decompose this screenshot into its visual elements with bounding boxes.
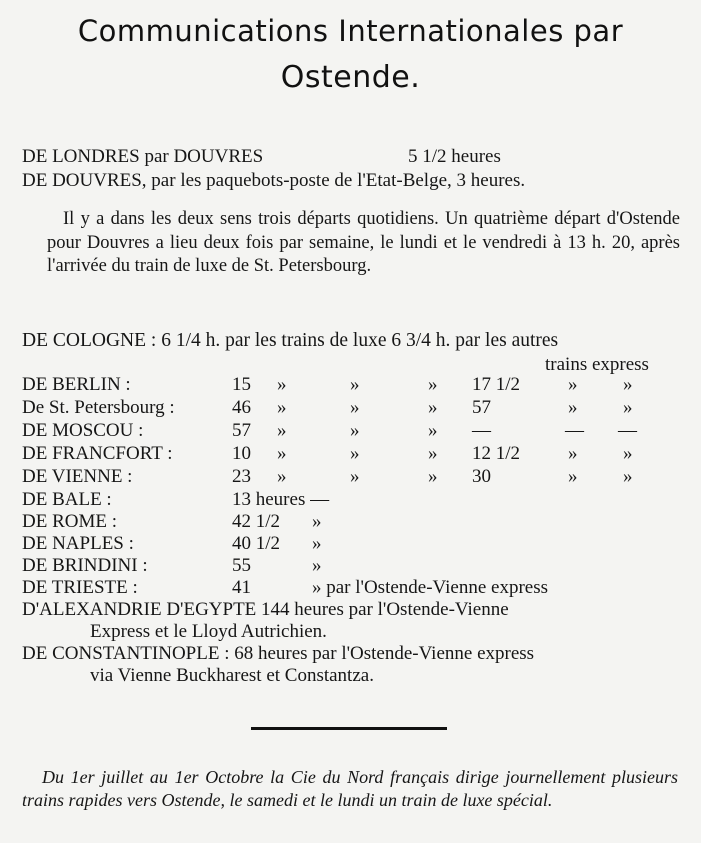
route-city: DE VIENNE : xyxy=(22,466,133,487)
footer-note xyxy=(22,766,678,812)
constantinople-line: DE CONSTANTINOPLE : 68 heures par l'Ostende-Vienne express xyxy=(22,643,535,664)
route-luxe-time: 46 xyxy=(232,397,251,418)
ditto-mark: » xyxy=(428,443,438,464)
route-time: 13 heures — xyxy=(232,489,330,510)
cologne-line-2: trains express xyxy=(545,354,649,375)
trieste-time: 41 xyxy=(232,577,251,598)
ditto-mark: » xyxy=(312,511,322,532)
route-city: DE FRANCFORT : xyxy=(22,443,173,464)
ditto-mark: » xyxy=(350,397,360,418)
ditto-mark: » xyxy=(568,374,578,395)
ditto-mark: » xyxy=(277,466,287,487)
ditto-mark: » xyxy=(277,443,287,464)
route-express-time: 30 xyxy=(472,466,491,487)
departures-paragraph: Il y a dans les deux sens trois départs quotidiens. Un quatrième départ d'Ostende pour Douvres a lieu deux fois par semaine, le lundi et le vendredi à 13 h. 20, après l'arrivée du train de luxe de St. Petersbourg. xyxy=(47,209,680,276)
londres-label: DE LONDRES par DOUVRES xyxy=(22,146,264,167)
ditto-mark: » xyxy=(428,374,438,395)
douvres-line: DE DOUVRES, par les paquebots-poste de l'Etat-Belge, 3 heures. xyxy=(22,170,526,191)
ditto-mark: » xyxy=(568,443,578,464)
route-express-time: 12 1/2 xyxy=(472,443,521,464)
route-city: DE MOSCOU : xyxy=(22,420,144,441)
page-title-line-2: Ostende. xyxy=(280,60,421,95)
cologne-line: DE COLOGNE : 6 1/4 h. par les trains de luxe 6 3/4 h. par les autres xyxy=(22,330,559,351)
ditto-mark: » xyxy=(350,443,360,464)
ditto-mark: » xyxy=(350,374,360,395)
ditto-mark: » xyxy=(428,420,438,441)
ditto-mark: » xyxy=(623,374,633,395)
ditto-mark: » xyxy=(277,420,287,441)
ditto-mark: » xyxy=(277,374,287,395)
route-time: 42 1/2 xyxy=(232,511,281,532)
route-time: 55 xyxy=(232,555,251,576)
route-express-time: 17 1/2 xyxy=(472,374,521,395)
ditto-mark: » xyxy=(277,397,287,418)
route-luxe-time: 57 xyxy=(232,420,251,441)
trieste-rest: » par l'Ostende-Vienne express xyxy=(312,577,549,598)
ditto-mark: — xyxy=(618,420,637,441)
route-city: DE BRINDINI : xyxy=(22,555,148,576)
alexandrie-line-2: Express et le Lloyd Autrichien. xyxy=(90,621,327,642)
route-time: 40 1/2 xyxy=(232,533,281,554)
ditto-mark: » xyxy=(312,555,322,576)
route-city: DE BALE : xyxy=(22,489,112,510)
route-express-time: — xyxy=(472,420,491,441)
ditto-mark: » xyxy=(568,397,578,418)
constantinople-line-2: via Vienne Buckharest et Constantza. xyxy=(90,665,374,686)
ditto-mark: » xyxy=(428,397,438,418)
ditto-mark: » xyxy=(623,466,633,487)
route-city: DE NAPLES : xyxy=(22,533,134,554)
ditto-mark: — xyxy=(565,420,584,441)
page-title: Communications Internationales par xyxy=(77,14,624,48)
route-city: DE ROME : xyxy=(22,511,117,532)
route-express-time: 57 xyxy=(472,397,491,418)
route-luxe-time: 15 xyxy=(232,374,251,395)
ditto-mark: » xyxy=(312,533,322,554)
ditto-mark: » xyxy=(350,420,360,441)
section-divider xyxy=(251,727,447,730)
route-city: DE BERLIN : xyxy=(22,374,131,395)
route-luxe-time: 10 xyxy=(232,443,251,464)
ditto-mark: » xyxy=(350,466,360,487)
ditto-mark: » xyxy=(623,443,633,464)
ditto-mark: » xyxy=(568,466,578,487)
ditto-mark: » xyxy=(623,397,633,418)
route-luxe-time: 23 xyxy=(232,466,251,487)
alexandrie-line: D'ALEXANDRIE D'EGYPTE 144 heures par l'Ostende-Vienne xyxy=(22,599,509,620)
londres-time: 5 1/2 heures xyxy=(408,146,501,167)
footer-text: Du 1er juillet au 1er Octobre la Cie du Nord français dirige journellement plusieurs trains rapides vers Ostende, le samedi et le lundi un train de luxe spécial. xyxy=(22,767,678,810)
route-city: De St. Petersbourg : xyxy=(22,397,175,418)
trieste-city: DE TRIESTE : xyxy=(22,577,138,598)
ditto-mark: » xyxy=(428,466,438,487)
